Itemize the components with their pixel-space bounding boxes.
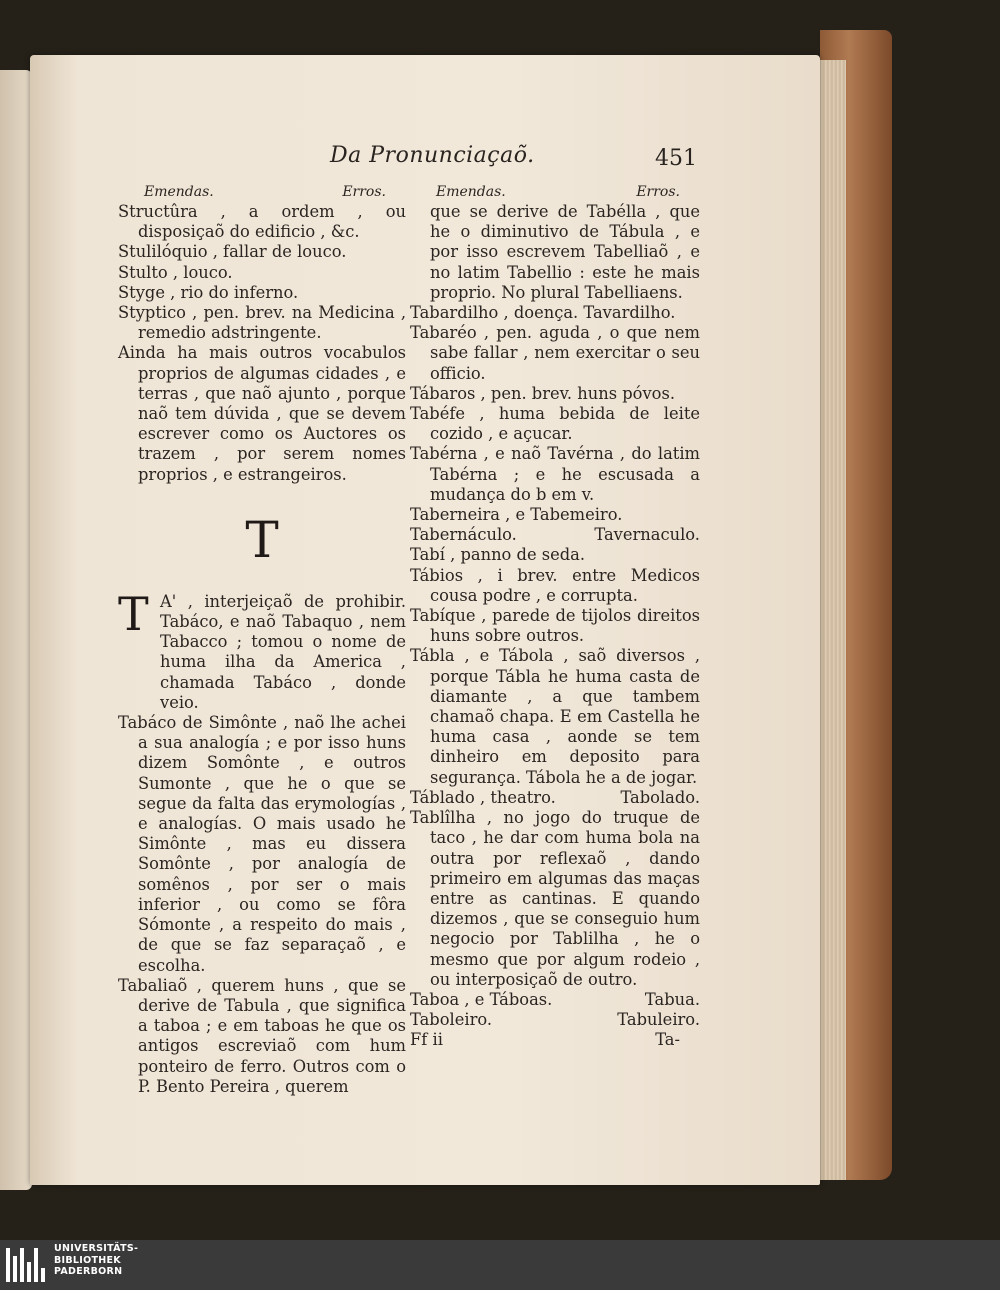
emenda-word: Taboleiro. [410,1010,493,1030]
erro-word: Tabuleiro. [617,1010,700,1030]
dictionary-entry: Stulilóquio , fallar de louco. [118,242,347,262]
library-name-line: UNIVERSITÄTS- [54,1243,139,1254]
signature-mark: Ff ii [410,1030,443,1050]
library-logo-icon [6,1248,46,1282]
right-column [410,182,700,1051]
dictionary-entry: Tabérna , e naõ Tavérna , do latim Tabérna ; e he escusada a mudança do b em v. [410,444,700,504]
dictionary-entry: Tabaliaõ , querem huns , que se derive de Tabula , que significa a taboa ; e em taboas he que os antigos escreviaõ com hum ponteiro de ferro. Outros com o P. Bento Pereira , querem [118,975,406,1096]
dictionary-entry: Tábaros , pen. brev. huns póvos. [410,383,675,403]
section-letter: T [245,510,279,569]
dropcap-text: A' , interjeiçaõ de prohibir. Tabáco, e naõ Tabaquo , nem Tabacco ; tomou o nome de huma ilha da America , chamada Tabáco , donde veio. [160,591,406,712]
library-name-line: BIBLIOTHEK [54,1254,121,1266]
dictionary-entry [410,1010,700,1030]
page-number: 451 [655,146,697,171]
signature-line [410,1030,700,1050]
dictionary-entry: Tabardilho , doença. Tavardilho. [410,303,676,323]
dictionary-entry: Structûra , a ordem , ou disposiçaõ do edificio , &c. [118,202,406,242]
erro-word: Tabolado. [620,787,700,807]
catchword: Ta- [655,1030,680,1050]
erro-word: Tabua. [644,989,700,1009]
erro-word: Tavernaculo. [594,525,700,545]
continued-entry: que se derive de Tabélla , que he o diminutivo de Tábula , e por isso escrevem Tabelliaõ , e no latim Tabellio : este he mais proprio. No plural Tabelliaens. [430,202,700,302]
column-header [118,182,406,202]
running-title: Da Pronunciaçaõ. [330,143,535,168]
emenda-word: Táblado , theatro. [410,787,556,807]
emendas-label: Emendas. [436,184,506,200]
library-name [54,1243,138,1278]
dropcap-letter: T [118,586,149,641]
dictionary-entry [410,788,700,808]
dictionary-entry: Tabí , panno de seda. [410,545,586,565]
library-footer [0,1240,1000,1290]
dictionary-entry: Tablîlha , no jogo do truque de taco , he dar com huma bola na outra por reflexaõ , dando primeiro em algumas das maças entre as cantinas. E quando dizemos , que se conseguio hum negocio por Tablilha , he o mesmo que por algum rodeio , ou interposiçaõ de outro. [410,808,700,989]
dictionary-entry: Stulto , louco. [118,262,233,282]
emendas-label: Emendas. [144,184,214,200]
dictionary-entry: Tabáco de Simônte , naõ lhe achei a sua analogía ; e por isso huns dizem Somônte , e outros Sumonte , que he o que se segue da falta das erymologías , e analogías. O mais usado he Simônte , mas eu dissera Somônte , por analogía de somênos , por ser o mais inferior , ou como se fôra Sómonte , a respeito do mais , de que se faz separaçaõ , e escolha. [118,713,406,975]
library-name-line: PADERBORN [54,1266,123,1277]
dictionary-entry: Styptico , pen. brev. na Medicina , remedio adstringente. [118,303,406,343]
dictionary-entry: Styge , rio do inferno. [118,282,299,302]
facing-page-edge [0,70,32,1190]
dropcap-entry [118,586,406,713]
dictionary-entry [410,990,700,1010]
emenda-word: Tabernáculo. [410,525,517,545]
left-column [118,182,406,1097]
erros-label: Erros. [342,184,386,200]
dictionary-entry: Ainda ha mais outros vocabulos proprios de algumas cidades , e terras , que naõ ajunto , porque naõ tem dúvida , que se devem escrever como os Auctores os trazem , por serem nomes proprios , e estrangeiros. [118,343,406,484]
dictionary-entry: Tabéfe , huma bebida de leite cozido , e açucar. [410,404,700,444]
column-header [410,182,700,202]
erros-label: Erros. [636,184,680,200]
dictionary-entry [410,525,700,545]
emenda-word: Taboa , e Táboas. [410,989,553,1009]
dictionary-entry: Tábla , e Tábola , saõ diversos , porque Tábla he huma casta de diamante , a que tambem chamaõ chapa. E em Castella he huma casa , aonde se tem dinheiro em deposito para segurança. Tábola he a de jogar. [410,646,700,787]
dictionary-entry: Tabíque , parede de tijolos direitos huns sobre outros. [410,606,700,646]
dictionary-entry: Tábios , i brev. entre Medicos cousa podre , e corrupta. [410,565,700,605]
dictionary-entry: Taberneira , e Tabemeiro. [410,505,623,525]
dictionary-entry: Tabaréo , pen. aguda , o que nem sabe fallar , nem exercitar o seu officio. [410,323,700,383]
